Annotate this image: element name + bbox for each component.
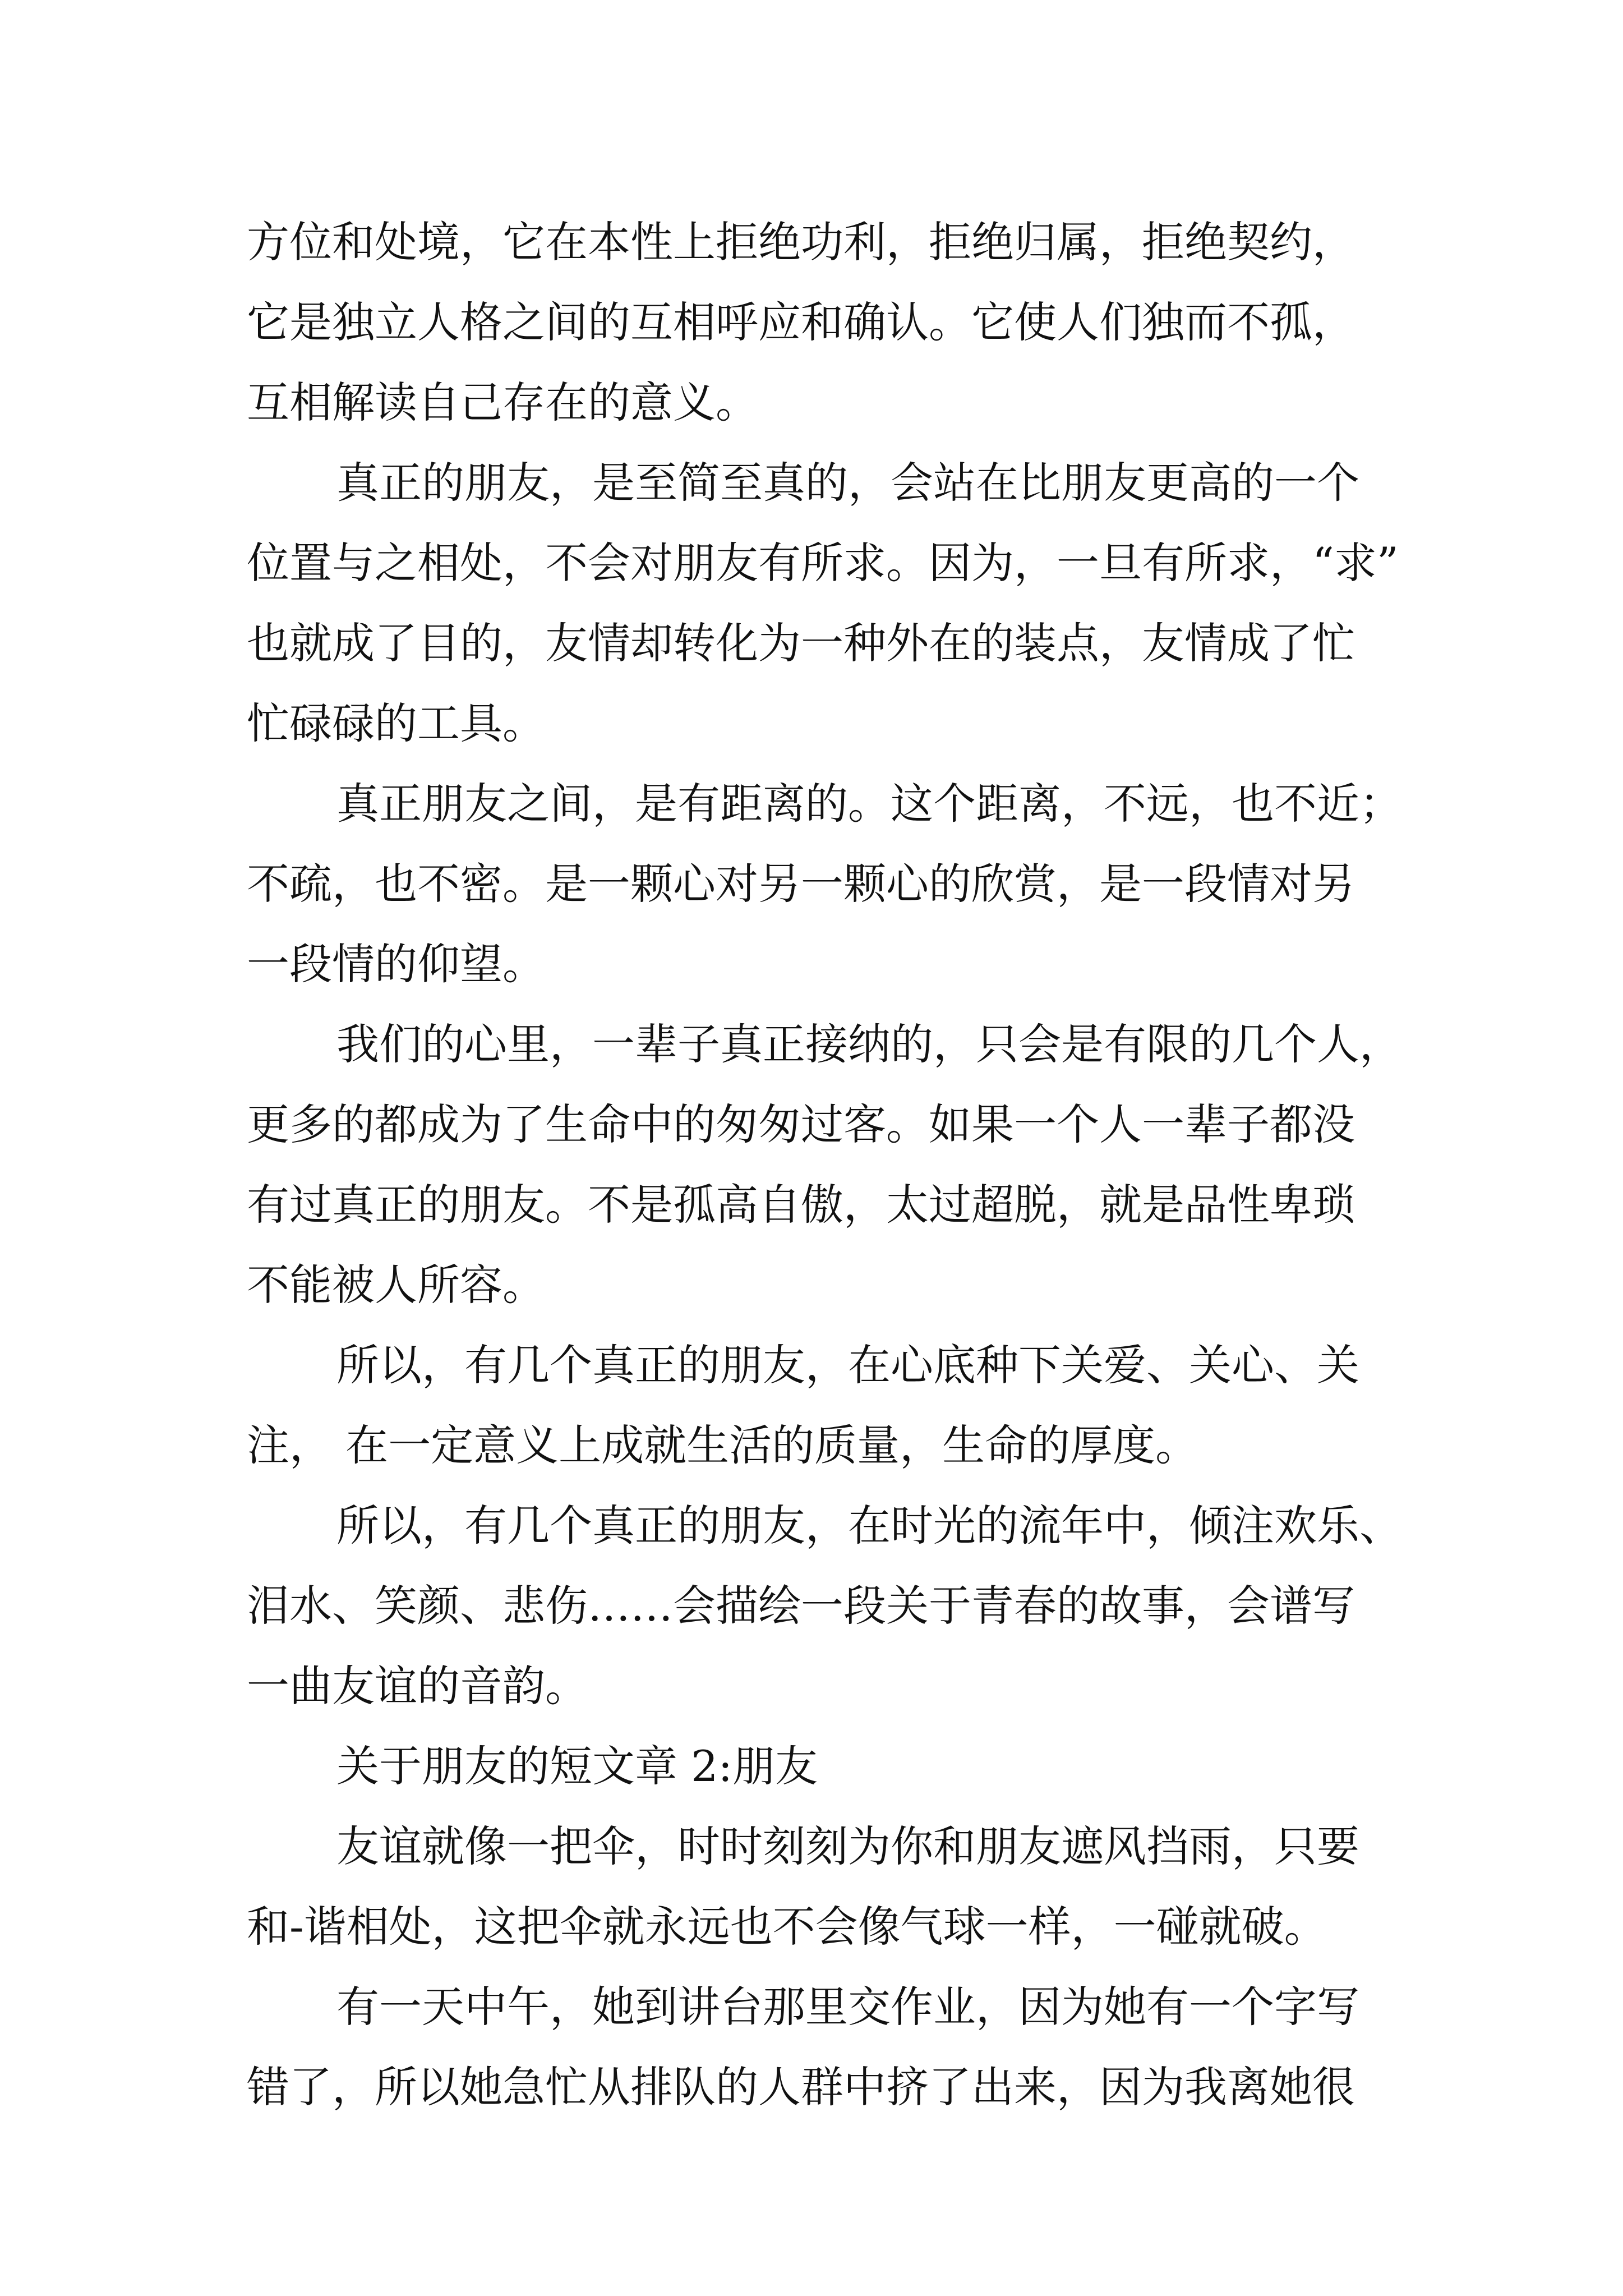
text-line: 它是独立人格之间的互相呼应和确认。它使人们独而不孤， [247,297,1355,347]
paragraph-start-line: 有一天中午，她到讲台那里交作业，因为她有一个字写 [336,1982,1359,2032]
text-line: 更多的都成为了生命中的匆匆过客。如果一个人一辈子都没 [247,1099,1355,1149]
paragraph-start-line: 真正的朋友，是至简至真的，会站在比朋友更高的一个 [336,458,1359,508]
text-line: 和-谐相处，这把伞就永远也不会像气球一样，一碰就破。 [247,1902,1327,1952]
text-line: 错了，所以她急忙从排队的人群中挤了出来，因为我离她很 [247,2062,1355,2112]
paragraph-start-line: 友谊就像一把伞，时时刻刻为你和朋友遮风挡雨，只要 [336,1821,1359,1871]
text-line: 泪水、笑颜、悲伤……会描绘一段关于青春的故事，会谱写 [247,1581,1355,1631]
paragraph-start-line: 真正朋友之间，是有距离的。这个距离，不远，也不近； [336,779,1402,829]
text-line: 一曲友谊的音韵。 [247,1661,588,1711]
paragraph-start-line: 我们的心里，一辈子真正接纳的，只会是有限的几个人， [336,1019,1402,1069]
text-line: 有过真正的朋友。不是孤高自傲，太过超脱，就是品性卑琐 [247,1180,1355,1230]
text-line: 也就成了目的，友情却转化为一种外在的装点，友情成了忙 [247,618,1355,668]
text-line: 忙碌碌的工具。 [247,698,545,748]
text-line: 一段情的仰望。 [247,939,545,989]
paragraph-start-line: 所以，有几个真正的朋友，在时光的流年中，倾注欢乐、 [336,1501,1402,1550]
text-line: 互相解读自己存在的意义。 [247,378,758,427]
text-line: 注， 在一定意义上成就生活的质量，生命的厚度。 [247,1420,1198,1470]
document-body [247,202,1402,2127]
section-heading: 关于朋友的短文章 2:朋友 [336,1741,818,1791]
text-line: 方位和处境，它在本性上拒绝功利，拒绝归属，拒绝契约， [247,217,1355,267]
paragraph-start-line: 所以，有几个真正的朋友，在心底种下关爱、关心、关 [336,1340,1359,1390]
text-line: 位置与之相处，不会对朋友有所求。因为，一旦有所求，“求” [247,538,1399,588]
text-line: 不疏，也不密。是一颗心对另一颗心的欣赏，是一段情对另 [247,859,1355,909]
text-line: 不能被人所容。 [247,1260,545,1310]
